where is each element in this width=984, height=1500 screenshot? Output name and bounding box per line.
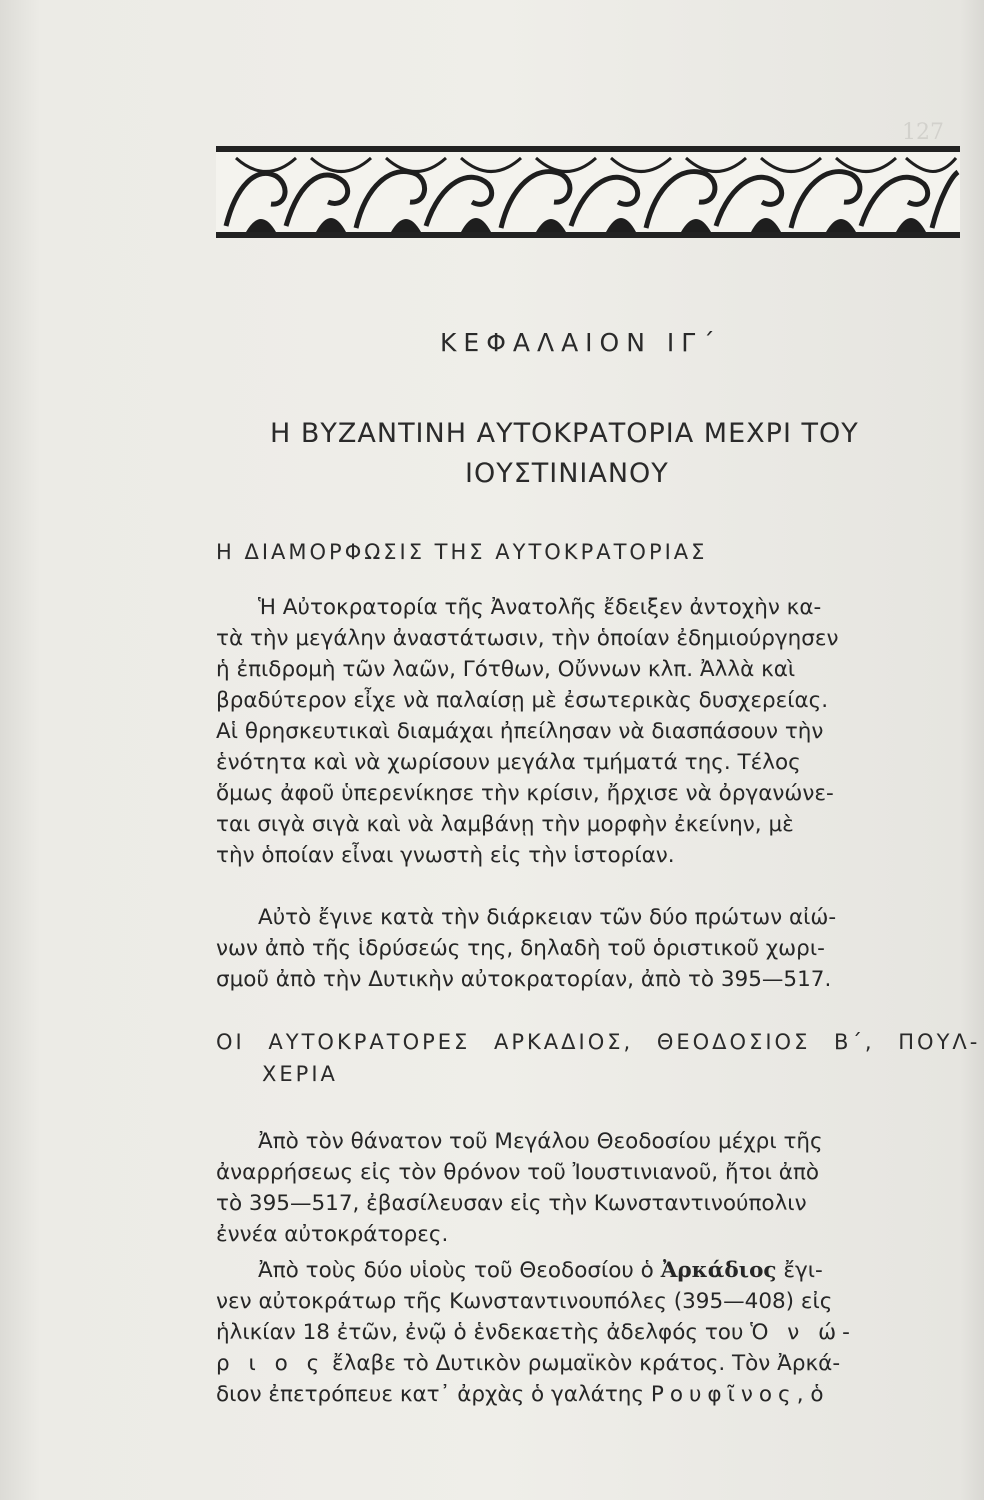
text-line: ἡλικίαν 18 ἐτῶν, ἐνῷ ὁ ἑνδεκαετὴς ἀδελφός του Ὁ ν ώ- bbox=[216, 1320, 856, 1345]
text-line: ὅμως ἀφοῦ ὑπερενίκησε τὴν κρίσιν, ἤρχισε νὰ ὀργανώνε- bbox=[216, 781, 834, 806]
text-line: σμοῦ ἀπὸ τὴν Δυτικὴν αὐτοκρατορίαν, ἀπὸ τὸ 395—517. bbox=[216, 967, 832, 992]
chapter-title-line-1: Η ΒΥΖΑΝΤΙΝΗ ΑΥΤΟΚΡΑΤΟΡΙΑ ΜΕΧΡΙ ΤΟΥ bbox=[270, 418, 859, 449]
paragraph bbox=[216, 1255, 958, 1410]
text-line: ρ ι ο ς ἔλαβε τὸ Δυτικὸν ρωμαϊκὸν κράτος. Τὸν Ἀρκά- bbox=[216, 1351, 841, 1376]
section-heading-emperors: ΟΙ ΑΥΤΟΚΡΑΤΟΡΕΣ ΑΡΚΑΔΙΟΣ, ΘΕΟΔΟΣΙΟΣ Β΄, ΠΟΥΛ- bbox=[216, 1030, 981, 1054]
text-line: Ἡ Αὐτοκρατορία τῆς Ἀνατολῆς ἔδειξεν ἀντοχὴν κα- bbox=[258, 595, 822, 620]
text-line: ται σιγὰ σιγὰ καὶ νὰ λαμβάνῃ τὴν μορφὴν ἐκείνην, μὲ bbox=[216, 812, 794, 837]
bleed-through-page-number: 127 bbox=[902, 120, 944, 145]
chapter-number: ΚΕΦΑΛΑΙΟΝ ΙΓ΄ bbox=[440, 328, 722, 357]
text-line: διον ἐπετρόπευε κατ᾽ ἀρχὰς ὁ γαλάτης Ρουφῖνος, ὁ bbox=[216, 1382, 824, 1407]
text-line: τὴν ὁποίαν εἶναι γνωστὴ εἰς τὴν ἱστορίαν. bbox=[216, 843, 675, 868]
decorative-header-ornament bbox=[216, 146, 960, 238]
paragraph bbox=[216, 592, 958, 871]
text-line: ἐννέα αὐτοκράτορες. bbox=[216, 1222, 449, 1247]
text-line: νων ἀπὸ τῆς ἱδρύσεώς της, δηλαδὴ τοῦ ὁριστικοῦ χωρι- bbox=[216, 936, 825, 961]
section-heading-emperors-cont: ΧΕΡΙΑ bbox=[262, 1062, 338, 1086]
text-line: ἡ ἐπιδρομὴ τῶν λαῶν, Γότθων, Οὔννων κλπ. Ἀλλὰ καὶ bbox=[216, 657, 796, 682]
text-line: τὰ τὴν μεγάλην ἀναστάτωσιν, τὴν ὁποίαν ἐδημιούργησεν bbox=[216, 626, 839, 651]
text-line: ἀναρρήσεως εἰς τὸν θρόνον τοῦ Ἰουστινιανοῦ, ἤτοι ἀπὸ bbox=[216, 1160, 820, 1185]
paragraph bbox=[216, 1126, 958, 1250]
section-heading-formation: Η ΔΙΑΜΟΡΦΩΣΙΣ ΤΗΣ ΑΥΤΟΚΡΑΤΟΡΙΑΣ bbox=[216, 540, 708, 564]
text-line: Ἀπὸ τοὺς δύο υἱοὺς τοῦ Θεοδοσίου ὁ Ἀρκάδιος ἔγι- bbox=[258, 1258, 823, 1283]
text-line: βραδύτερον εἶχε νὰ παλαίσῃ μὲ ἐσωτερικὰς δυσχερείας. bbox=[216, 688, 829, 713]
emphasis-name-honorios: Ὁ ν ώ- bbox=[750, 1320, 856, 1345]
paragraph bbox=[216, 902, 958, 995]
emphasis-name-honorios-cont: ρ ι ο ς bbox=[216, 1351, 326, 1376]
text-line: Αὐτὸ ἔγινε κατὰ τὴν διάρκειαν τῶν δύο πρώτων αἰώ- bbox=[258, 905, 837, 930]
text-line: Αἱ θρησκευτικαὶ διαμάχαι ἠπείλησαν νὰ διασπάσουν τὴν bbox=[216, 719, 824, 744]
text-line: ἑνότητα καὶ νὰ χωρίσουν μεγάλα τμήματά της. Τέλος bbox=[216, 750, 801, 775]
text-line: νεν αὐτοκράτωρ τῆς Κωνσταντινουπόλες (395—408) εἰς bbox=[216, 1289, 833, 1314]
emphasis-name-rufinos: Ρουφῖνος bbox=[650, 1382, 797, 1407]
chapter-title-line-2: ΙΟΥΣΤΙΝΙΑΝΟΥ bbox=[465, 458, 669, 489]
emphasis-name-arkadios: Ἀρκάδιος bbox=[660, 1258, 777, 1283]
text-line: Ἀπὸ τὸν θάνατον τοῦ Μεγάλου Θεοδοσίου μέχρι τῆς bbox=[258, 1129, 823, 1154]
text-line: τὸ 395—517, ἐβασίλευσαν εἰς τὴν Κωνσταντινούπολιν bbox=[216, 1191, 807, 1216]
